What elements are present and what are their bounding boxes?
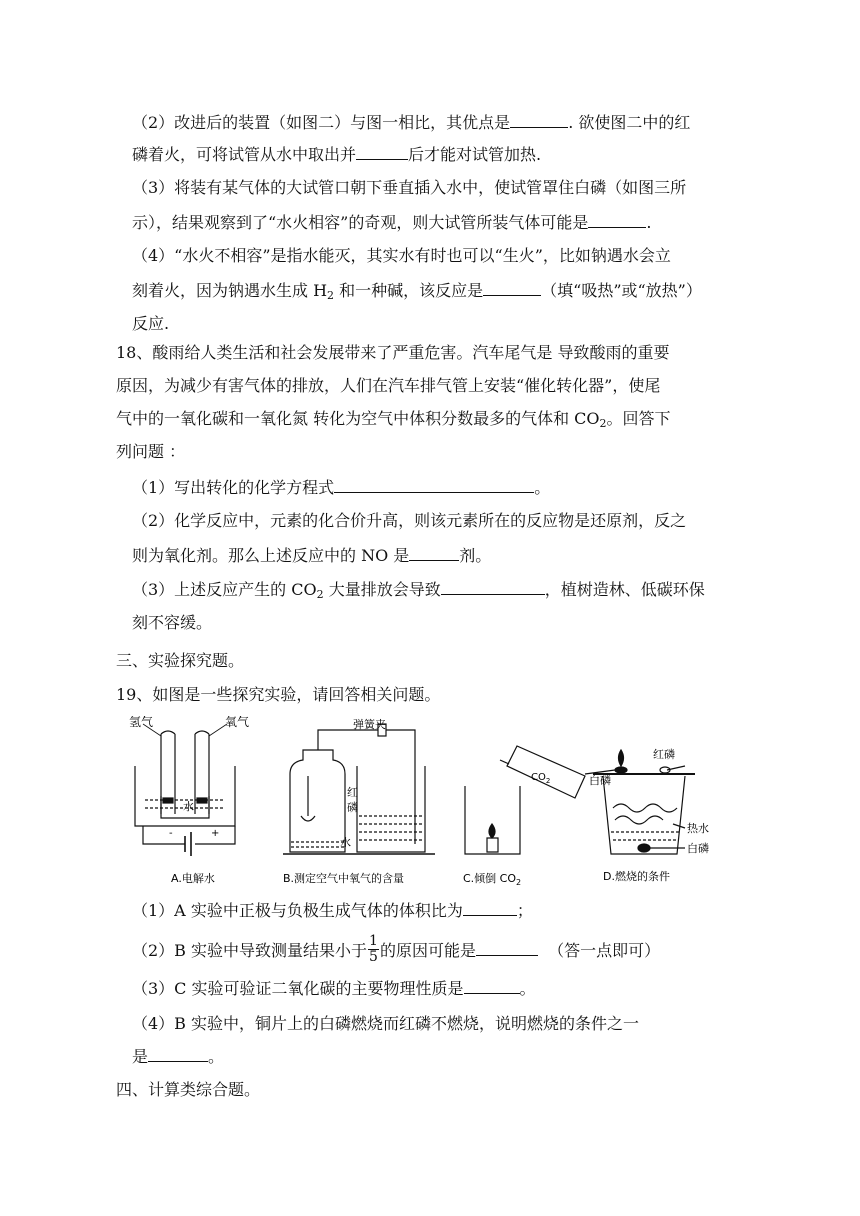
experiment-diagrams (125, 716, 735, 891)
label-white-phosphorus: 白磷 (589, 774, 611, 787)
q17-part2-text: . 欲使图二中的红 (568, 113, 691, 132)
q17-part2-line2 (132, 144, 732, 165)
q17-part2-line1 (132, 112, 732, 133)
subscript: 2 (599, 417, 607, 430)
q19-sub3 (132, 978, 732, 999)
q18-text: 18、酸雨给人类生活和社会发展带来了严重危害。汽车尾气是 导致酸雨的重要 (116, 343, 670, 362)
q18-line3 (116, 409, 716, 429)
fraction-denominator: 5 (369, 949, 378, 965)
q18-sub3-text: ，植树造林、低碳环保 (544, 580, 705, 599)
answer-blank[interactable] (588, 212, 646, 228)
label-hydrogen: 氢气 (129, 716, 154, 729)
caption-a: A.电解水 (171, 872, 215, 885)
q17-part4-text: 刻着火，因为钠遇水生成 H (132, 281, 328, 300)
q18-sub2-text: 则为氧化剂。那么上述反应中的 NO 是 (132, 546, 410, 565)
answer-blank[interactable] (148, 1046, 208, 1062)
combustion-apparatus (585, 750, 695, 854)
q19-sub3-text: 。 (519, 979, 536, 998)
q17-part3-text: . (646, 213, 652, 232)
q17-part4-line3 (132, 314, 732, 334)
label-minus: - (169, 828, 173, 839)
q18-sub2-text: （2）化学反应中，元素的化合价升高，则该元素所在的反应物是还原剂，反之 (132, 511, 687, 530)
q18-text: 原因，为减少有害气体的排放，人们在汽车排气管上安装“催化转化器”，使尾 (116, 376, 661, 395)
answer-blank[interactable] (334, 477, 534, 493)
label-water-b: 水 (340, 836, 351, 849)
label-spring-clamp: 弹簧夹 (353, 718, 386, 731)
label-hot-water: 热水 (687, 822, 709, 835)
label-red-phosphorus: 红磷 (653, 748, 675, 761)
q17-part4-text: （填“吸热”或“放热”） (541, 281, 702, 300)
section-title: 三、实验探究题。 (116, 651, 245, 670)
q18-line2 (116, 376, 716, 396)
q19-sub2 (132, 933, 732, 967)
answer-blank[interactable] (409, 545, 459, 561)
q19-sub4-text: （4）B 实验中，铜片上的白磷燃烧而红磷不燃烧，说明燃烧的条件之一 (132, 1014, 640, 1033)
q18-sub3-text: （3）上述反应产生的 CO (132, 580, 317, 599)
q17-part4-line1 (132, 246, 732, 266)
q18-sub3-text: 大量排放会导致 (323, 580, 441, 599)
q19-intro-text: 19、如图是一些探究实验，请回答相关问题。 (116, 685, 441, 704)
q18-line4 (116, 442, 716, 462)
q18-sub2-text: 剂。 (459, 546, 492, 565)
q18-sub3-line1 (132, 579, 732, 600)
q19-sub4-text: 。 (208, 1047, 225, 1066)
section-title: 四、计算类综合题。 (116, 1080, 261, 1099)
q19-sub1-text: （1）A 实验中正极与负极生成气体的体积比为 (132, 901, 463, 920)
q19-figure (125, 716, 735, 891)
q18-sub1-text: （1）写出转化的化学方程式 (132, 478, 335, 497)
q19-sub4-line2 (132, 1046, 732, 1067)
q17-part2-text: （2）改进后的装置（如图二）与图一相比，其优点是 (132, 113, 511, 132)
q17-part2-text: 后才能对试管加热. (408, 145, 542, 164)
electrolysis-apparatus (135, 731, 235, 856)
q17-part4-line2 (132, 280, 732, 301)
q19-sub4-line1 (132, 1014, 732, 1034)
q19-sub2-text: 的原因可能是 (379, 941, 476, 960)
q19-sub3-text: （3）C 实验可验证二氧化碳的主要物理性质是 (132, 979, 464, 998)
subscript: 2 (327, 289, 335, 302)
label-plus: + (211, 828, 220, 839)
co2-pouring-apparatus (465, 746, 585, 854)
q18-sub2-line2 (132, 545, 732, 566)
q18-line1 (116, 343, 716, 363)
caption-d: D.燃烧的条件 (603, 870, 670, 883)
caption-c: C.倾倒 $CO_2$ (463, 872, 522, 887)
q17-part4-text: （4）“水火不相容”是指水能灭，其实水有时也可以“生火”，比如钠遇水会立 (132, 246, 671, 265)
q17-part3-text: （3）将装有某气体的大试管口朝下垂直插入水中，使试管罩住白磷（如图三所 (132, 178, 687, 197)
q19-sub2-text: （2）B 实验中导致测量结果小于 (132, 941, 368, 960)
answer-blank[interactable] (464, 978, 520, 994)
answer-blank[interactable] (483, 280, 541, 296)
q17-part3-text: 示），结果观察到了“水火相容”的奇观，则大试管所装气体可能是 (132, 213, 589, 232)
q17-part4-text: 和一种碱，该反应是 (334, 281, 484, 300)
q18-text: 列问题 ： (116, 442, 186, 461)
q19-sub2-text: （答一点即可） (537, 941, 661, 960)
subscript: 2 (316, 588, 324, 601)
q18-sub2-line1 (132, 511, 732, 531)
label-phosphorus: 磷 (347, 801, 358, 814)
label-co2: $CO_2$ (531, 772, 551, 785)
q17-part4-text: 反应. (132, 314, 170, 333)
answer-blank[interactable] (356, 144, 408, 160)
q19-sub1 (132, 900, 732, 921)
answer-blank[interactable] (441, 579, 545, 595)
q19-sub1-text: ； (516, 901, 533, 920)
q17-part3-line2 (132, 212, 732, 233)
label-white-phosphorus-2: 白磷 (687, 842, 709, 855)
section-3-heading (116, 651, 716, 671)
q18-text: 。回答下 (606, 409, 671, 428)
q19-sub4-text: 是 (132, 1047, 149, 1066)
answer-blank[interactable] (510, 112, 568, 128)
label-oxygen: 氧气 (225, 716, 250, 729)
q19-intro (116, 685, 716, 705)
q18-sub3-line2 (132, 613, 732, 633)
label-water: 水 (183, 800, 194, 813)
fraction-one-fifth (368, 934, 379, 965)
label-red: 红 (347, 786, 358, 799)
q18-sub1-text: 。 (534, 478, 551, 497)
q18-sub3-text: 刻不容缓。 (132, 613, 213, 632)
answer-blank[interactable] (476, 940, 538, 956)
answer-blank[interactable] (463, 900, 517, 916)
q18-sub1 (132, 477, 732, 498)
section-4-heading (116, 1080, 716, 1100)
fraction-numerator: 1 (369, 933, 378, 949)
q18-text: 气中的一氧化碳和一氧化氮 转化为空气中体积分数最多的气体和 CO (116, 409, 600, 428)
q17-part3-line1 (132, 178, 732, 198)
q17-part2-text: 磷着火，可将试管从水中取出并 (132, 145, 357, 164)
oxygen-measurement-apparatus (283, 724, 435, 854)
caption-b: B.测定空气中氧气的含量 (283, 872, 405, 885)
